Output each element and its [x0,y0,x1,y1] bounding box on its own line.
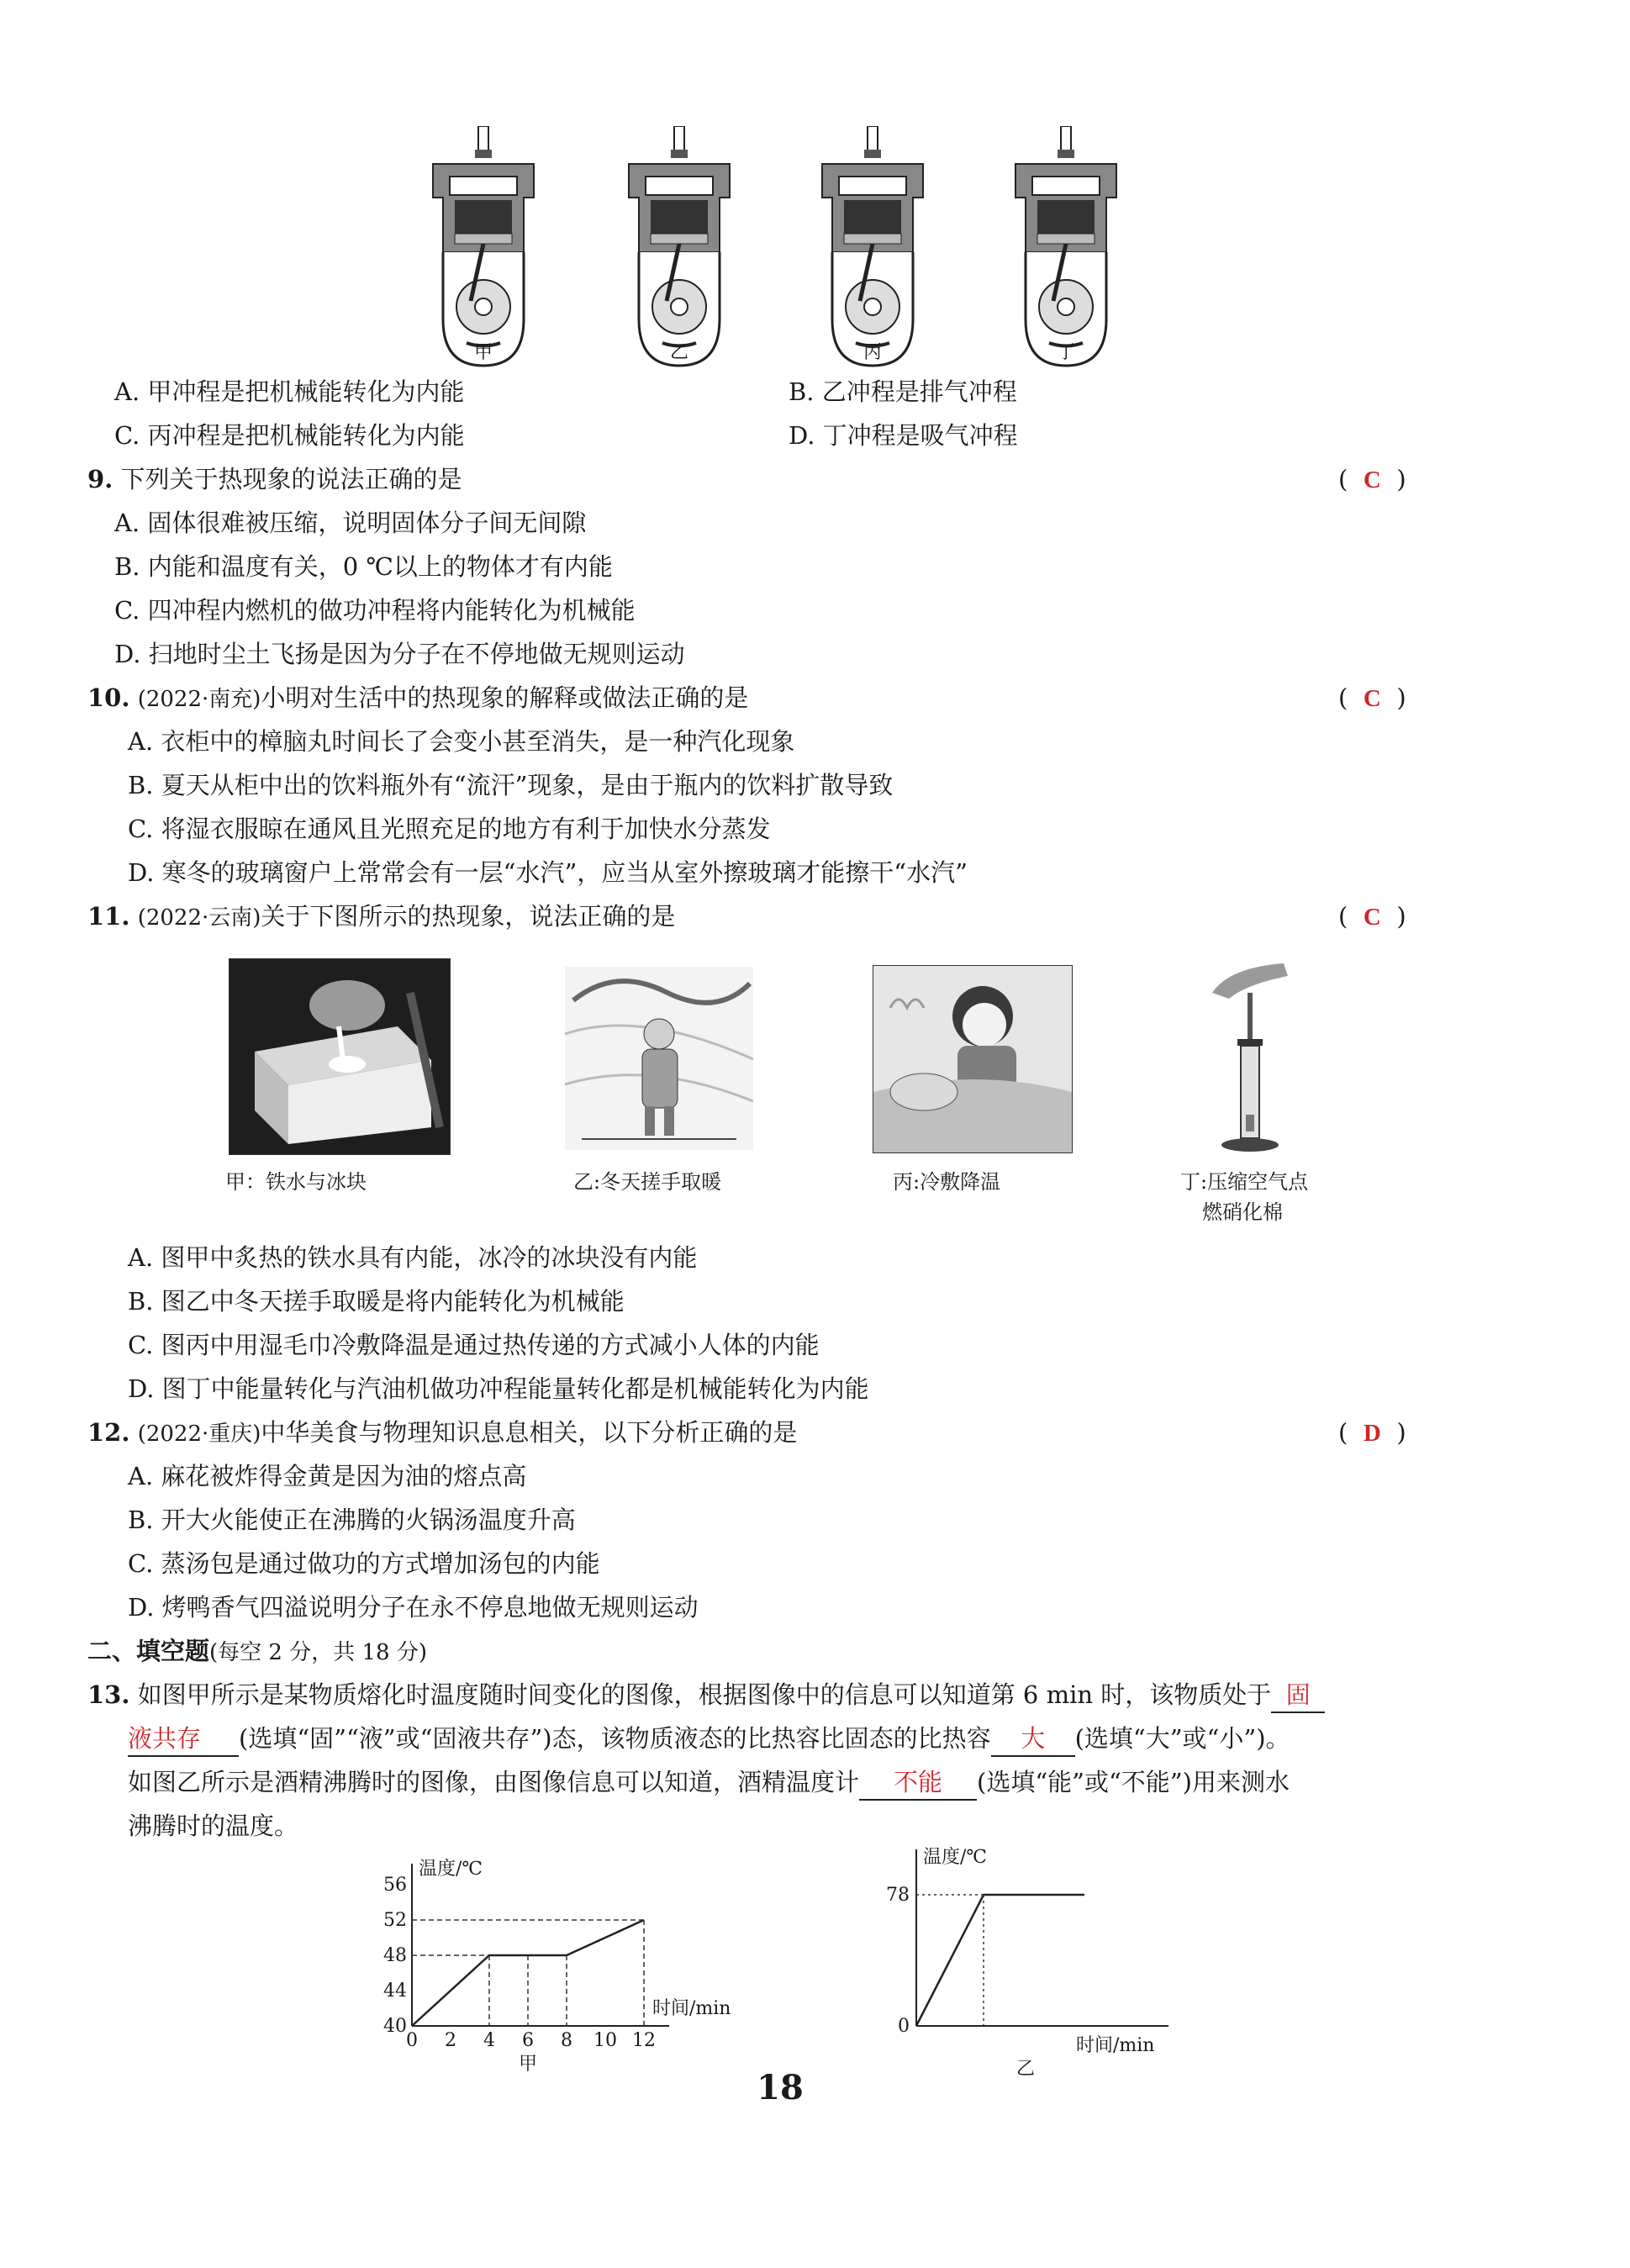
q13-line2 [128,1722,1290,1757]
photo-molten-iron-ice [229,958,451,1155]
chart-title: 甲 [518,2054,538,2075]
q11-option-c: C. 图丙中用湿毛巾冷敷降温是通过热传递的方式减小人体的内能 [128,1331,820,1359]
caption-ding-line2: 燃硝化棉 [1202,1200,1283,1224]
q8-option-c: C. 丙冲程是把机械能转化为内能 [114,421,465,450]
y-tick-label: 78 [886,1885,910,1906]
q9-answer-letter: C [1363,467,1381,493]
q9-answer: ( C ) [1338,462,1406,497]
q11-source: (2022·云南) [137,905,261,931]
q9-option-b: B. 内能和温度有关，0 ℃以上的物体才有内能 [114,552,613,581]
q8-option-d: D. 丁冲程是吸气冲程 [789,421,1018,450]
y-tick-label: 48 [383,1945,407,1966]
q8-option-b: B. 乙冲程是排气冲程 [789,377,1017,406]
q12-stem-text: 中华美食与物理知识息息相关，以下分析正确的是 [261,1418,798,1447]
q11-option-a: A. 图甲中炙热的铁水具有内能，冰冷的冰块没有内能 [128,1243,698,1272]
q13-line1: 13. 如图甲所示是某物质熔化时温度随时间变化的图像，根据图像中的信息可以知道第 6 min 时，该物质处于 固 [87,1678,1325,1713]
q10-option-a: A. 衣柜中的樟脑丸时间长了会变小甚至消失，是一种汽化现象 [128,727,795,756]
engine-label-bing: 丙 [862,342,882,363]
q10-option-b: B. 夏天从柜中出的饮料瓶外有“流汗”现象，是由于瓶内的饮料扩散导致 [128,771,894,799]
x-tick-label: 2 [445,2030,456,2051]
q9-stem-text: 下列关于热现象的说法正确的是 [120,465,462,493]
x-tick-label: 12 [632,2030,656,2051]
chart-title: 乙 [1015,2059,1036,2076]
q9-stem: 9. 下列关于热现象的说法正确的是 [87,465,462,493]
q12-number: 12 [87,1418,122,1447]
y-tick-label: 56 [383,1875,407,1896]
q11-stem-text: 关于下图所示的热现象，说法正确的是 [261,902,676,931]
q12-option-a: A. 麻花被炸得金黄是因为油的熔点高 [128,1462,527,1490]
chart-boiling-curve [866,1841,1202,2076]
q12-option-c: C. 蒸汤包是通过做功的方式增加汤包的内能 [128,1549,600,1578]
x-tick-label: 0 [406,2030,418,2051]
engine-diagram-jia [425,126,542,370]
engine-label-jia: 甲 [473,342,493,363]
q11-option-b: B. 图乙中冬天搓手取暖是将内能转化为机械能 [128,1287,625,1316]
q13-line4: 沸腾时的温度。 [128,1812,299,1840]
q8-option-a: A. 甲冲程是把机械能转化为内能 [114,377,465,406]
q10-option-d: D. 寒冬的玻璃窗户上常常会有一层“水汽”，应当从室外擦玻璃才能擦干“水汽” [128,858,968,887]
y-tick-label: 44 [383,1981,407,2002]
q9-option-a: A. 固体很难被压缩，说明固体分子间无间隙 [114,509,587,537]
q13-line3 [128,1765,1290,1801]
q13-blank-1a: 固 [1271,1678,1325,1713]
x-tick-label: 8 [561,2030,572,2051]
q12-option-b: B. 开大火能使正在沸腾的火锅汤温度升高 [128,1506,576,1534]
y-tick-label: 40 [383,2016,407,2037]
x-axis-label: 时间/min [1076,2035,1155,2056]
engine-diagram-ding [1007,126,1125,370]
engine-diagram-yi [620,126,738,370]
q11-answer: ( C ) [1338,899,1406,934]
q13-blank-3: 不能 [859,1765,977,1801]
q10-option-c: C. 将湿衣服晾在通风且光照充足的地方有利于加快水分蒸发 [128,815,771,843]
y-axis-label: 温度/℃ [923,1847,988,1868]
q13-line3a-text: 如图乙所示是酒精沸腾时的图像，由图像信息可以知道，酒精温度计 [128,1768,860,1796]
photo-rubbing-hands [565,967,753,1150]
q13-blank-2: 大 [991,1722,1075,1757]
q12-answer-letter: D [1363,1420,1381,1447]
q11-option-d: D. 图丁中能量转化与汽油机做功冲程能量转化都是机械能转化为内能 [128,1374,869,1403]
q10-answer: ( C ) [1338,681,1406,715]
q10-answer-letter: C [1363,685,1381,712]
q13-line2b-text: (选填“大”或“小”)。 [1074,1724,1290,1753]
q11-stem: 11. (2022·云南)关于下图所示的热现象，说法正确的是 [87,902,676,931]
x-tick-label: 4 [483,2030,495,2051]
q12-answer: ( D ) [1338,1416,1406,1450]
q10-stem-text: 小明对生活中的热现象的解释或做法正确的是 [261,683,749,712]
caption-yi: 乙:冬天搓手取暖 [573,1170,722,1194]
chart-melting-curve [353,1849,740,2076]
engine-label-yi: 乙 [669,342,688,363]
photo-cold-compress [873,965,1073,1153]
section-fill-in-title [87,1634,427,1669]
engine-diagram-bing [814,126,931,370]
series-boiling [916,1895,1084,2026]
y-tick-label: 52 [383,1910,407,1931]
q13-line1-text: 如图甲所示是某物质熔化时温度随时间变化的图像，根据图像中的信息可以知道第 6 min 时，该物质处于 [137,1680,1272,1709]
q12-option-d: D. 烤鸭香气四溢说明分子在永不停息地做无规则运动 [128,1593,699,1622]
caption-ding-line1: 丁:压缩空气点 [1180,1170,1309,1194]
q13-number: 13 [87,1680,122,1709]
y-tick-label: 0 [898,2016,910,2037]
q13-line3b-text: (选填“能”或“不能”)用来测水 [977,1768,1290,1796]
q12-source: (2022·重庆) [137,1421,261,1447]
q9-option-c: C. 四冲程内燃机的做功冲程将内能转化为机械能 [114,596,636,625]
section-note: (每空 2 分，共 18 分) [209,1640,427,1665]
q13-blank-1b: 液共存 [128,1722,239,1757]
caption-jia: 甲：铁水与冰块 [225,1170,367,1194]
photo-compressed-air-syringe [1204,947,1296,1157]
q10-number: 10 [87,683,122,712]
caption-bing: 丙:冷敷降温 [893,1170,1001,1194]
section-title-text: 二、填空题 [87,1637,210,1665]
q9-option-d: D. 扫地时尘土飞扬是因为分子在不停地做无规则运动 [114,640,685,668]
page-number: 18 [757,2068,804,2107]
engine-label-ding: 丁 [1056,342,1075,363]
q10-stem: 10. (2022·南充)小明对生活中的热现象的解释或做法正确的是 [87,683,749,712]
y-axis-label: 温度/℃ [419,1859,483,1880]
q12-stem: 12. (2022·重庆)中华美食与物理知识息息相关，以下分析正确的是 [87,1418,798,1447]
q9-number: 9 [87,465,105,493]
q11-answer-letter: C [1363,904,1381,931]
x-tick-label: 6 [522,2030,534,2051]
x-axis-label: 时间/min [652,1998,731,2019]
q13-line2a-text: (选填“固”“液”或“固液共存”)态，该物质液态的比热容比固态的比热容 [239,1724,991,1753]
x-tick-label: 10 [593,2030,617,2051]
q11-number: 11 [87,902,122,931]
q10-source: (2022·南充) [137,687,261,712]
